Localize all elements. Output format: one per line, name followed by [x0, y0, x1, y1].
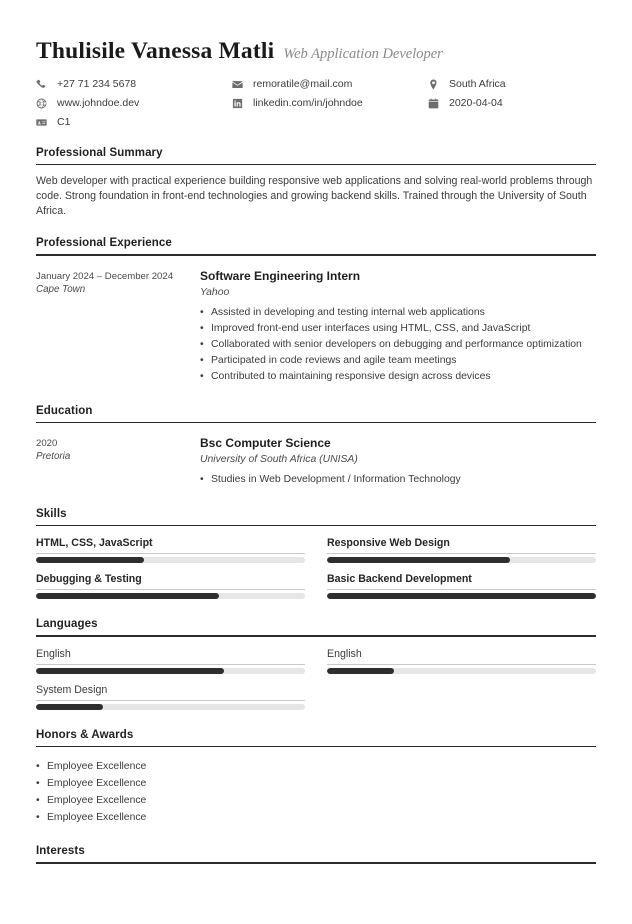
contact-phone-text: +27 71 234 5678 — [57, 78, 137, 90]
section-title-summary: Professional Summary — [36, 147, 163, 159]
language-separator — [36, 700, 305, 701]
contact-id-text: C1 — [57, 116, 71, 128]
bullet-icon: • — [200, 338, 204, 350]
contact-location-text: South Africa — [449, 78, 506, 90]
language-item — [327, 647, 596, 674]
language-label: English — [36, 647, 71, 660]
entry-body — [200, 269, 596, 386]
entry-degree: Bsc Computer Science — [200, 435, 331, 450]
entry-date: 2020 — [36, 437, 58, 449]
map-pin-icon — [428, 79, 439, 90]
bullet-icon: • — [36, 795, 40, 807]
skill-label: Responsive Web Design — [327, 537, 450, 550]
section-rule — [36, 746, 596, 747]
bullet-icon: • — [36, 761, 40, 773]
entry-date: January 2024 – December 2024 — [36, 270, 174, 282]
list-item — [200, 306, 596, 321]
entry-institution: University of South Africa (UNISA) — [200, 453, 358, 465]
name-title-row — [36, 38, 596, 65]
entry-location: Pretoria — [36, 450, 71, 462]
language-item — [36, 647, 305, 674]
contact-email[interactable] — [232, 78, 428, 90]
list-item — [36, 792, 596, 809]
education-entry — [36, 436, 596, 489]
contact-date-text: 2020-04-04 — [449, 97, 503, 109]
section-languages — [36, 618, 596, 709]
skill-separator — [36, 553, 305, 554]
award-text: Employee Excellence — [47, 812, 147, 824]
globe-icon — [36, 98, 47, 109]
list-item — [200, 370, 596, 385]
bullet-text: Participated in code reviews and agile team meetings — [211, 354, 457, 366]
bullet-icon: • — [200, 370, 204, 382]
bullet-text: Collaborated with senior developers on debugging and performance optimization — [211, 338, 582, 350]
skill-level-fill — [327, 593, 596, 599]
experience-entry — [36, 269, 596, 386]
skill-level-bar — [36, 593, 305, 599]
section-honors-awards — [36, 729, 596, 826]
entry-bullet-list — [200, 473, 596, 488]
list-item — [200, 338, 596, 353]
bullet-icon: • — [200, 306, 204, 318]
section-skills — [36, 508, 596, 599]
entry-body — [200, 436, 596, 489]
skill-separator — [327, 553, 596, 554]
entry-meta — [36, 269, 200, 386]
language-label: English — [327, 647, 362, 660]
bullet-icon: • — [200, 322, 204, 334]
language-separator — [36, 664, 305, 665]
section-title-honors: Honors & Awards — [36, 728, 134, 741]
skill-level-bar — [327, 557, 596, 563]
language-level-fill — [36, 668, 224, 674]
id-card-icon — [36, 117, 47, 128]
section-rule — [36, 164, 596, 165]
section-interests — [36, 845, 596, 923]
skill-separator — [327, 589, 596, 590]
contact-details — [36, 78, 596, 128]
award-text: Employee Excellence — [47, 761, 147, 773]
entry-role: Software Engineering Intern — [200, 268, 361, 283]
award-text: Employee Excellence — [47, 795, 147, 807]
skill-item — [327, 572, 596, 599]
envelope-icon — [232, 79, 243, 90]
language-item — [36, 683, 305, 710]
contact-location[interactable] — [428, 78, 596, 90]
list-item — [200, 473, 596, 488]
entry-organization: Yahoo — [200, 286, 230, 298]
skill-label: HTML, CSS, JavaScript — [36, 537, 153, 550]
section-rule — [36, 525, 596, 526]
skill-level-fill — [327, 557, 510, 563]
skill-level-bar — [327, 593, 596, 599]
bullet-icon: • — [36, 778, 40, 790]
award-text: Employee Excellence — [47, 778, 147, 790]
list-item — [36, 758, 596, 775]
skill-separator — [36, 589, 305, 590]
section-rule — [36, 422, 596, 423]
bullet-icon: • — [200, 354, 204, 366]
entry-location: Cape Town — [36, 283, 86, 295]
section-title-education: Education — [36, 404, 93, 417]
contact-website-text: www.johndoe.dev — [57, 97, 140, 109]
section-professional-summary — [36, 147, 596, 218]
skill-item — [36, 536, 305, 563]
phone-icon — [36, 79, 47, 90]
interests-body — [36, 864, 596, 924]
section-title-experience: Professional Experience — [36, 237, 172, 250]
language-level-bar — [327, 668, 596, 674]
awards-list — [36, 758, 596, 826]
section-rule — [36, 635, 596, 636]
bullet-text: Contributed to maintaining responsive design across devices — [211, 370, 491, 382]
languages-grid — [36, 647, 596, 710]
language-label: System Design — [36, 683, 108, 696]
list-item — [36, 809, 596, 826]
bullet-icon: • — [200, 473, 204, 485]
bullet-icon: • — [36, 812, 40, 824]
list-item — [36, 775, 596, 792]
contact-linkedin[interactable] — [232, 97, 428, 109]
section-title-interests: Interests — [36, 845, 85, 858]
candidate-name: Thulisile Vanessa Matli — [36, 38, 275, 64]
skill-item — [36, 572, 305, 599]
contact-website[interactable] — [36, 97, 232, 109]
contact-id[interactable] — [36, 116, 232, 128]
skill-level-bar — [36, 557, 305, 563]
list-item — [200, 354, 596, 369]
section-rule — [36, 254, 596, 255]
section-education — [36, 405, 596, 489]
bullet-text: Studies in Web Development / Information Technology — [211, 473, 461, 485]
contact-phone[interactable] — [36, 78, 232, 90]
calendar-icon — [428, 98, 439, 109]
language-separator — [327, 664, 596, 665]
contact-email-text: remoratile@mail.com — [253, 78, 353, 90]
skill-label: Debugging & Testing — [36, 573, 142, 586]
contact-date[interactable] — [428, 97, 596, 109]
section-professional-experience — [36, 237, 596, 385]
language-level-bar — [36, 668, 305, 674]
skills-grid — [36, 536, 596, 599]
language-level-fill — [327, 668, 394, 674]
skill-label: Basic Backend Development — [327, 573, 472, 586]
list-item — [200, 322, 596, 337]
resume-header — [36, 38, 596, 128]
candidate-job-title: Web Application Developer — [283, 46, 443, 62]
bullet-text: Assisted in developing and testing internal web applications — [211, 306, 485, 318]
entry-meta — [36, 436, 200, 489]
linkedin-icon — [232, 98, 243, 109]
contact-linkedin-text: linkedin.com/in/johndoe — [253, 97, 363, 109]
bullet-text: Improved front-end user interfaces using HTML, CSS, and JavaScript — [211, 322, 531, 334]
skill-level-fill — [36, 593, 219, 599]
section-title-skills: Skills — [36, 507, 67, 520]
language-level-fill — [36, 704, 103, 710]
entry-bullet-list — [200, 306, 596, 385]
section-title-languages: Languages — [36, 618, 98, 631]
skill-item — [327, 536, 596, 563]
skill-level-fill — [36, 557, 144, 563]
summary-text: Web developer with practical experience building responsive web applications and solving real-world problems through code. Strong foundation in front-end technologies and growing backend skills. Trained through the University of South Africa. — [36, 175, 593, 217]
language-level-bar — [36, 704, 305, 710]
